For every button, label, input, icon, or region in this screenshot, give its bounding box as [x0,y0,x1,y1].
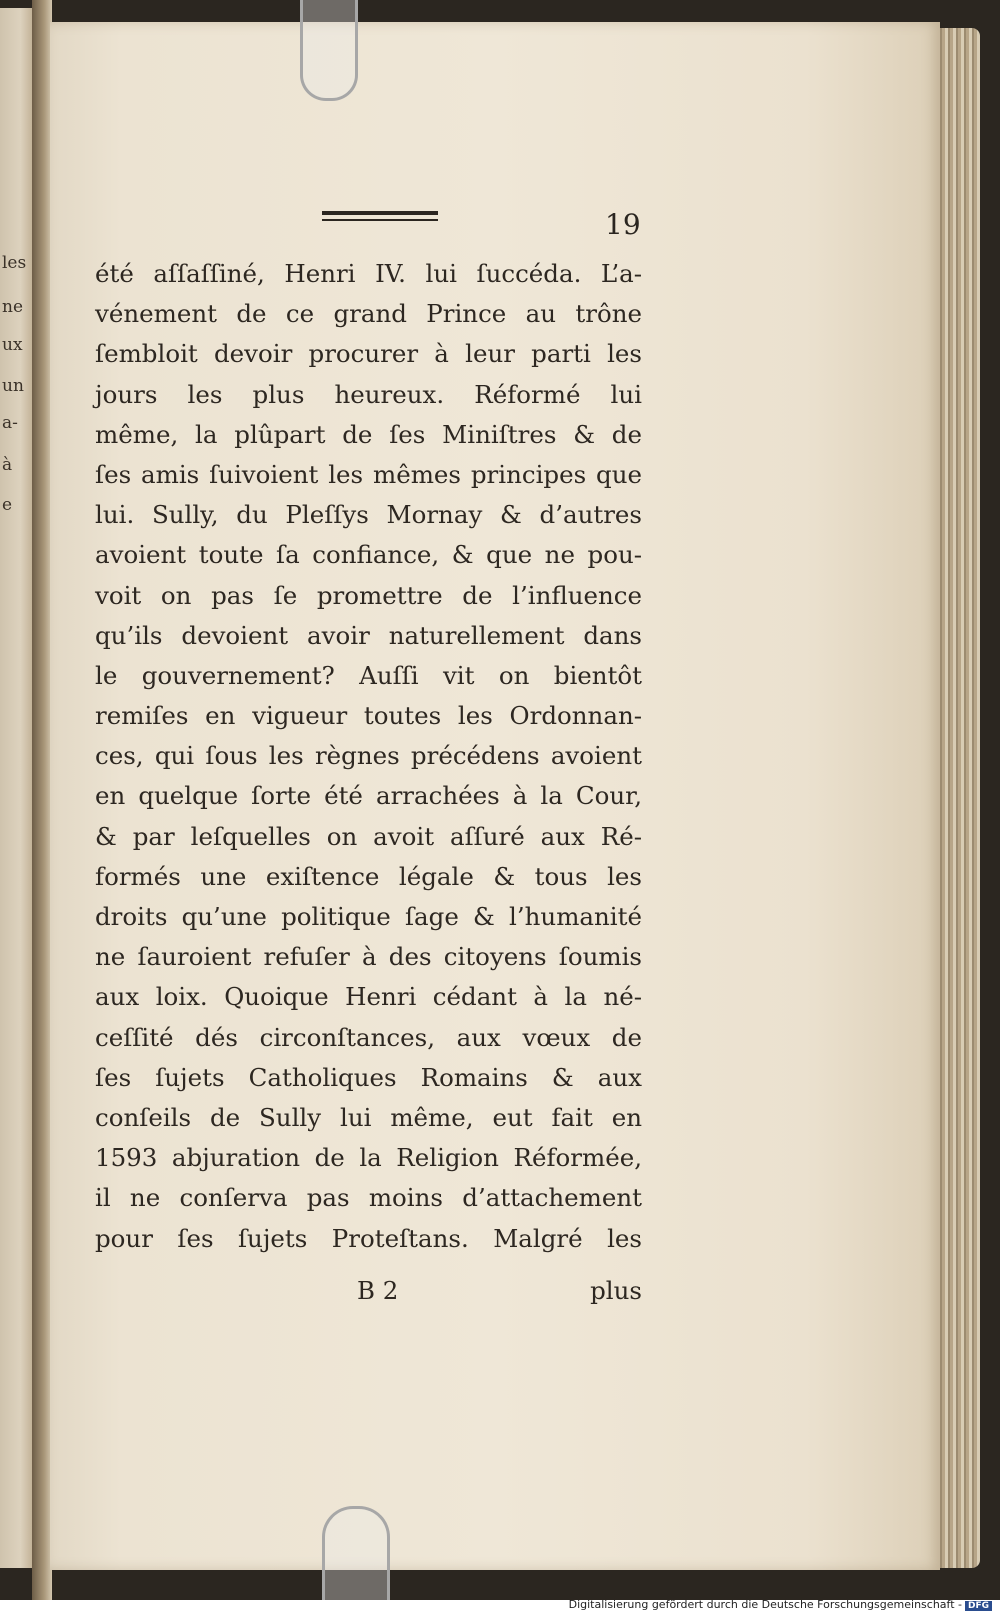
credit-text: Digitalisierung gefördert durch die Deutsche Forschungsgemeinschaft - [568,1598,962,1611]
dfg-logo: DFG [965,1601,992,1611]
text-line: jours les plus heureux. Réformé lui [95,379,642,409]
facing-page-fragment: un [2,376,24,396]
digitization-credit [569,1598,992,1611]
text-line: même, la plûpart de ſes Miniſtres & de [95,419,642,449]
text-line: ne ſauroient refuſer à des citoyens ſoumis [95,942,642,972]
text-line: aux loix. Quoique Henri cédant à la né- [95,982,642,1012]
text-line: conſeils de Sully lui même, eut fait en [95,1102,642,1132]
text-line: lui. Sully, du Pleſſys Mornay & d’autres [95,500,642,530]
text-line: droits qu’une politique ſage & l’humanité [95,902,642,931]
page-clip-bottom [322,1506,390,1600]
facing-page-fragment: à [2,455,13,475]
body-text [95,254,642,1259]
header-rule [322,211,438,221]
text-line: ſembloit devoir procurer à leur parti les [95,339,642,369]
facing-page-fragment: ne [2,297,24,317]
signature-mark: B 2 [357,1276,399,1305]
text-line: le gouvernement? Auſſi vit on bientôt [95,660,642,690]
page-block-edge [934,28,980,1568]
text-line: remiſes en vigueur toutes les Ordonnan- [95,701,642,731]
facing-page-fragment: les [2,253,27,273]
text-line: vénement de ce grand Prince au trône [95,299,642,329]
text-line: avoient toute ſa confiance, & que ne pou- [95,540,642,570]
book-gutter [32,0,52,1600]
facing-page-edge [0,8,34,1568]
facing-page-fragment: a- [2,413,18,433]
catchline [95,1276,642,1316]
text-line: ceſſité dés circonſtances, aux vœux de [95,1022,642,1052]
text-line: il ne conſerva pas moins d’attachement [95,1183,642,1213]
text-line: & par leſquelles on avoit aſſuré aux Ré- [95,821,642,851]
facing-page-fragment: e [2,495,13,515]
catchword: plus [590,1276,642,1305]
text-line: été aſſaſſiné, Henri IV. lui ſuccéda. L’a- [95,259,642,288]
text-line: 1593 abjuration de la Religion Réformée, [95,1143,642,1173]
text-line: qu’ils devoient avoir naturellement dans [95,620,642,650]
text-line: ſes ſujets Catholiques Romains & aux [95,1062,642,1092]
text-line: formés une exiſtence légale & tous les [95,861,642,891]
text-line: ſes amis ſuivoient les mêmes principes que [95,459,642,489]
page-number: 19 [605,208,641,241]
text-line: pour ſes ſujets Proteſtans. Malgré les [95,1223,642,1253]
text-line: en quelque ſorte été arrachées à la Cour, [95,781,642,811]
text-line: voit on pas ſe promettre de l’influence [95,580,642,610]
page-clip-top [300,0,358,101]
facing-page-fragment: ux [2,335,23,355]
text-line: ces, qui ſous les règnes précédens avoient [95,741,642,771]
